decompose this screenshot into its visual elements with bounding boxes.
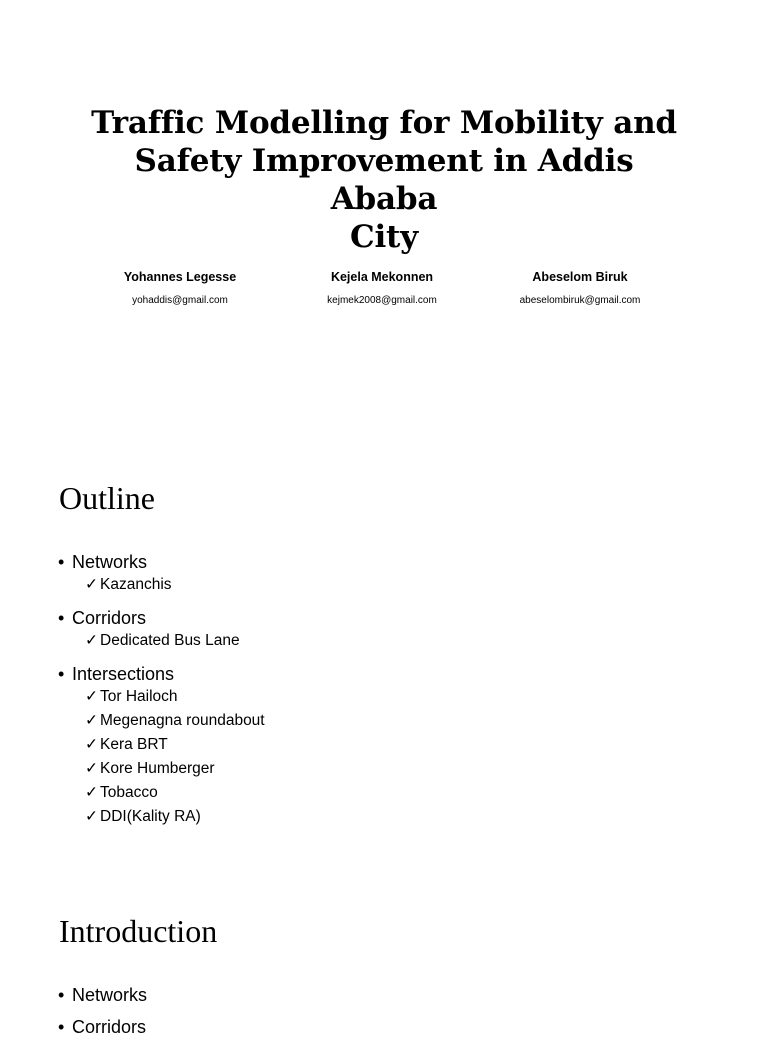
checkmark-icon: ✓ [85,632,98,649]
list-item-label: Corridors [72,1017,147,1037]
title-line: City [350,219,418,255]
author-name: Yohannes Legesse [123,270,237,284]
sub-item-label: Kera BRT [100,736,168,753]
list-item-label: Intersections [72,664,175,684]
checkmark-icon: ✓ [85,712,98,729]
author [80,268,280,308]
bullet-icon: • [58,664,65,684]
sub-list [58,629,265,653]
outline-list [58,551,265,839]
bullet-icon: • [58,608,65,628]
author-name: Kejela Mekonnen [330,270,434,284]
sub-item-label: DDI(Kality RA) [100,808,201,825]
sub-list-item [85,805,265,829]
sub-list-item [85,685,265,709]
title-line: Traffic Modelling for Mobility and [91,105,677,141]
sub-item-label: Kore Humberger [100,760,215,777]
author-email: abeselombiruk@gmail.com [519,295,641,306]
author-email: yohaddis@gmail.com [132,295,228,306]
list-item-label: Corridors [72,608,147,628]
list-item-label: Networks [72,552,148,572]
bullet-icon: • [58,552,65,572]
sub-list-item [85,757,265,781]
checkmark-icon: ✓ [85,688,98,705]
sub-list-item [85,781,265,805]
list-item-label: Networks [72,985,148,1005]
introduction-heading: Introduction [59,913,218,949]
sub-list-item [85,733,265,757]
introduction-list [58,984,147,1048]
sub-item-label: Megenagna roundabout [100,712,265,729]
list-item [58,984,147,1006]
sub-list-item [85,709,265,733]
bullet-icon: • [58,1017,65,1037]
sub-item-label: Kazanchis [100,576,172,593]
checkmark-icon: ✓ [85,784,98,801]
list-item [58,607,265,653]
checkmark-icon: ✓ [85,760,98,777]
sub-item-label: Tobacco [100,784,158,801]
sub-list-item [85,573,265,597]
checkmark-icon: ✓ [85,576,98,593]
list-item [58,663,265,829]
sub-item-label: Dedicated Bus Lane [100,632,240,649]
list-item [58,1016,147,1038]
author [282,268,482,308]
document-title [80,104,688,256]
sub-list [58,685,265,829]
sub-item-label: Tor Hailoch [100,688,178,705]
outline-heading: Outline [59,480,155,516]
bullet-icon: • [58,985,65,1005]
checkmark-icon: ✓ [85,808,98,825]
author-name: Abeselom Biruk [532,270,628,284]
sub-list-item [85,629,265,653]
sub-list [58,573,265,597]
author [480,268,680,308]
author-block [0,268,768,318]
checkmark-icon: ✓ [85,736,98,753]
title-line: Safety Improvement in Addis Ababa [134,143,634,217]
list-item [58,551,265,597]
author-email: kejmek2008@gmail.com [327,295,437,306]
